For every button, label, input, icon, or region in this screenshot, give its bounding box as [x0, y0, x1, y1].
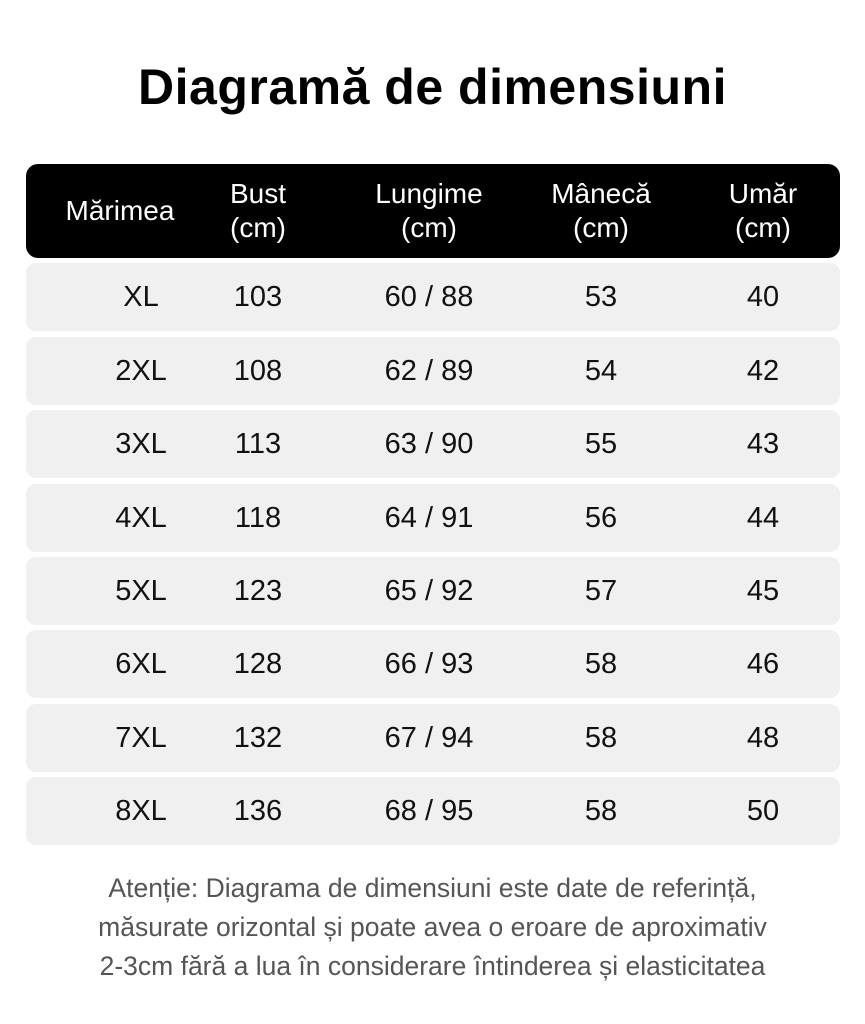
- header-length: [344, 164, 514, 258]
- note-line: măsurate orizontal și poate avea o eroare de aproximativ: [98, 912, 767, 942]
- page-title: Diagramă de dimensiuni: [138, 59, 727, 115]
- table-row: [26, 557, 840, 625]
- cell-shoulder: 45: [746, 574, 780, 607]
- cell-shoulder: 46: [746, 648, 780, 681]
- cell-sleeve: 53: [584, 281, 618, 314]
- cell-sleeve: 54: [584, 354, 618, 387]
- cell-shoulder: 43: [746, 428, 780, 461]
- cell-bust: 118: [234, 501, 282, 534]
- cell-length: 67 / 94: [384, 721, 474, 754]
- cell-sleeve: 55: [584, 428, 618, 461]
- cell-bust: 113: [234, 428, 282, 461]
- table-row: [26, 484, 840, 552]
- note-line: Atenție: Diagrama de dimensiuni este date de referință,: [108, 873, 757, 903]
- cell-bust: 108: [233, 354, 283, 387]
- header-sleeve: [526, 164, 676, 258]
- cell-sleeve: 58: [584, 721, 618, 754]
- cell-size: XL: [123, 281, 159, 314]
- header-shoulder-label: Umăr: [728, 178, 798, 209]
- cell-shoulder: 44: [746, 501, 780, 534]
- table-row: [26, 630, 840, 698]
- cell-length: 64 / 91: [384, 501, 474, 534]
- header-shoulder-unit: (cm): [735, 212, 791, 243]
- cell-shoulder: 40: [746, 281, 780, 314]
- header-size: [40, 164, 200, 258]
- header-length-unit: (cm): [401, 212, 457, 243]
- cell-shoulder: 42: [746, 354, 780, 387]
- cell-bust: 136: [233, 795, 283, 828]
- header-bust-unit: (cm): [230, 212, 286, 243]
- cell-size: 4XL: [115, 501, 167, 534]
- cell-size: 7XL: [115, 721, 167, 754]
- header-shoulder: [713, 164, 813, 258]
- header-bust: [208, 164, 308, 258]
- header-sleeve-unit: (cm): [573, 212, 629, 243]
- cell-bust: 103: [233, 281, 283, 314]
- cell-shoulder: 48: [746, 721, 780, 754]
- measurement-note: [0, 869, 865, 986]
- table-header: [26, 164, 840, 258]
- cell-size: 8XL: [115, 795, 167, 828]
- cell-length: 65 / 92: [384, 574, 474, 607]
- cell-sleeve: 57: [584, 574, 618, 607]
- table-row: [26, 777, 840, 845]
- cell-length: 60 / 88: [384, 281, 474, 314]
- table-row: [26, 410, 840, 478]
- cell-bust: 123: [233, 574, 283, 607]
- note-line: 2-3cm fără a lua în considerare întinderea și elasticitatea: [99, 951, 766, 981]
- cell-size: 2XL: [115, 354, 167, 387]
- cell-bust: 128: [233, 648, 283, 681]
- header-sleeve-label: Mânecă: [551, 178, 651, 209]
- header-length-label: Lungime: [375, 178, 483, 209]
- cell-size: 5XL: [115, 574, 167, 607]
- cell-size: 3XL: [115, 428, 167, 461]
- header-bust-label: Bust: [229, 178, 287, 209]
- table-row: [26, 263, 840, 331]
- cell-length: 66 / 93: [384, 648, 474, 681]
- table-row: [26, 337, 840, 405]
- cell-size: 6XL: [115, 648, 167, 681]
- cell-sleeve: 58: [584, 795, 618, 828]
- cell-length: 62 / 89: [384, 354, 474, 387]
- cell-bust: 132: [233, 721, 283, 754]
- table-row: [26, 704, 840, 772]
- cell-sleeve: 58: [584, 648, 618, 681]
- cell-shoulder: 50: [746, 795, 780, 828]
- cell-length: 68 / 95: [384, 795, 474, 828]
- cell-sleeve: 56: [584, 501, 618, 534]
- header-size-label: Mărimea: [65, 195, 175, 226]
- cell-length: 63 / 90: [384, 428, 474, 461]
- size-chart-table: [26, 164, 840, 845]
